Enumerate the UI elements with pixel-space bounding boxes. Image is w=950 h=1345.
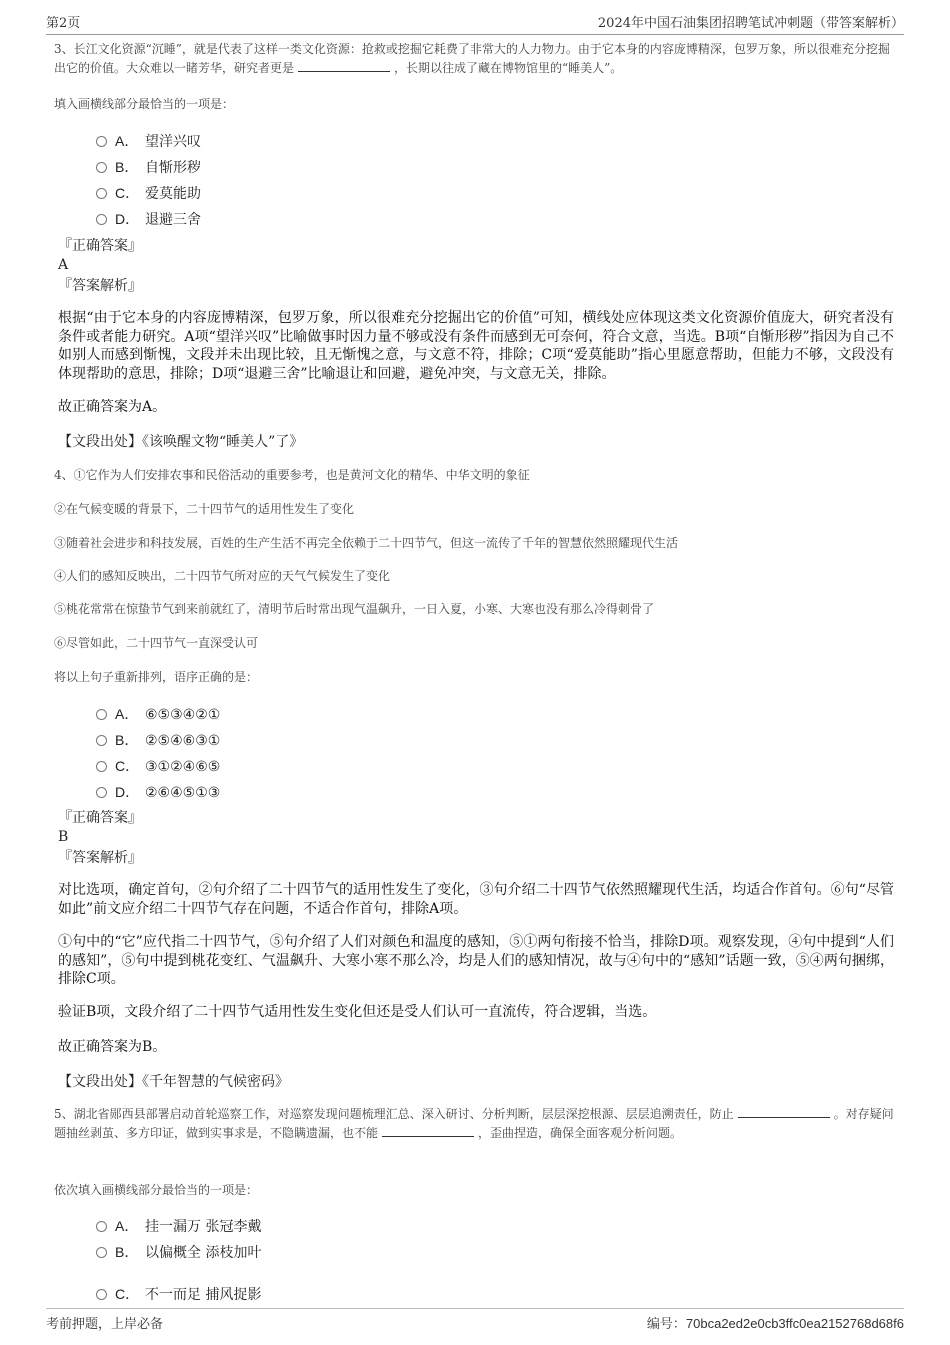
radio-icon[interactable]	[96, 735, 107, 746]
document-title: 2024年中国石油集团招聘笔试冲刺题（带答案解析）	[597, 16, 904, 31]
question-4-sentence: ⑤桃花常常在惊蛰节气到来前就红了，清明节后时常出现气温飙升，一日入夏，小寒、大寒也没有那么冷得刺骨了	[54, 602, 655, 616]
question-4-sentence: ②在气候变暖的背景下，二十四节气的适用性发生了变化	[54, 502, 355, 516]
radio-icon[interactable]	[96, 162, 107, 173]
option-c[interactable]: C． 不一而足 捕风捉影	[96, 1284, 261, 1304]
question-4-sentence: ⑥尽管如此，二十四节气一直深受认可	[54, 636, 259, 650]
option-c[interactable]: C． 爱莫能助	[96, 183, 201, 203]
question-5-stem: 5、湖北省郧西县部署启动首轮巡察工作，对巡察发现问题梳理汇总、深入研讨、分析判断，层层深挖根源、层层追溯责任，防止 。对存疑问题抽丝剥茧、多方印证，做到实事求是，不隐瞒遗漏，也不能 ，歪曲捏造，确保全面客观分析问题。	[54, 1107, 894, 1140]
radio-icon[interactable]	[96, 709, 107, 720]
option-c[interactable]: C． ③①②④⑥⑤	[96, 756, 220, 776]
header-divider	[46, 34, 904, 35]
document-id: 编号：70bca2ed2e0cb3ffc0ea2152768d68f6	[646, 1316, 904, 1332]
analysis-paragraph: 对比选项，确定首句，②句介绍了二十四节气的适用性发生了变化，③句介绍二十四节气依然照耀现代生活，均适合作首句。⑥句“尽管如此”前文应介绍二十四节气存在问题，不适合作首句，排除A项。	[58, 882, 894, 917]
question-3-prompt: 填入画横线部分最恰当的一项是：	[54, 97, 235, 111]
correct-answer: A	[58, 257, 69, 273]
answer-blank	[738, 1105, 830, 1118]
analysis-paragraph: 验证B项，文段介绍了二十四节气适用性发生变化但还是受人们认可一直流传，符合逻辑，当选。	[58, 1004, 657, 1020]
radio-icon[interactable]	[96, 1289, 107, 1300]
question-4-sentence: 4、①它作为人们安排农事和民俗活动的重要参考，也是黄河文化的精华、中华文明的象征	[54, 468, 530, 482]
question-4-sentence: ④人们的感知反映出，二十四节气所对应的天气气候发生了变化	[54, 569, 391, 583]
question-3-stem: 3、长江文化资源“沉睡”，就是代表了这样一类文化资源：抢救或挖掘它耗费了非常大的人力物力。由于它本身的内容庞博精深，包罗万象，所以很难充分挖掘出它的价值。大众难以一睹芳华，研究者更是 ，长期以往成了藏在博物馆里的“睡美人”。	[54, 42, 890, 75]
answer-blank	[382, 1124, 474, 1137]
option-b[interactable]: B． 自惭形秽	[96, 157, 201, 177]
page-footer	[46, 1313, 904, 1333]
correct-answer: B	[58, 829, 69, 845]
option-d[interactable]: D． ②⑥④⑤①③	[96, 782, 220, 802]
footer-slogan: 考前押题，上岸必备	[46, 1317, 164, 1332]
option-a[interactable]: A． 挂一漏万 张冠李戴	[96, 1216, 261, 1236]
correct-answer-label: 『正确答案』	[58, 810, 142, 826]
analysis-paragraph: ①句中的“它”应代指二十四节气，⑤句介绍了人们对颜色和温度的感知，⑤①两句衔接不恰当，排除D项。观察发现，④句中提到“人们的感知”，⑤句中提到桃花变红、气温飙升、大寒小寒不那么冷，均是人们的感知情况，故与④句中的“感知”话题一致，⑤④两句捆绑，排除C项。	[58, 934, 894, 987]
question-4-prompt: 将以上句子重新排列，语序正确的是：	[54, 670, 259, 684]
option-a[interactable]: A． 望洋兴叹	[96, 131, 201, 151]
page-header	[46, 12, 904, 34]
radio-icon[interactable]	[96, 761, 107, 772]
correct-answer-label: 『正确答案』	[58, 238, 142, 254]
option-d[interactable]: D． 退避三舍	[96, 209, 201, 229]
analysis-conclusion: 故正确答案为B。	[58, 1039, 167, 1055]
question-4-sentence: ③随着社会进步和科技发展，百姓的生产生活不再完全依赖于二十四节气，但这一流传了千年的智慧依然照耀现代生活	[54, 536, 679, 550]
radio-icon[interactable]	[96, 188, 107, 199]
footer-divider	[46, 1308, 904, 1309]
option-b[interactable]: B． ②⑤④⑥③①	[96, 730, 220, 750]
radio-icon[interactable]	[96, 787, 107, 798]
analysis-label: 『答案解析』	[58, 278, 142, 294]
radio-icon[interactable]	[96, 1221, 107, 1232]
question-5-prompt: 依次填入画横线部分最恰当的一项是：	[54, 1183, 259, 1197]
radio-icon[interactable]	[96, 214, 107, 225]
passage-source: 【文段出处】《千年智慧的气候密码》	[58, 1074, 289, 1090]
page-number: 第2页	[46, 16, 81, 31]
analysis-paragraph: 根据“由于它本身的内容庞博精深，包罗万象，所以很难充分挖掘出它的价值”可知，横线处应体现这类文化资源价值庞大，研究者没有条件或者能力研究。A项“望洋兴叹”比喻做事时因力量不够或没有条件而感到无可奈何，符合文意，当选。B项“自惭形秽”指因为自己不如别人而感到惭愧，文段并未出现比较，且无惭愧之意，与文意不符，排除；C项“爱莫能助”指心里愿意帮助，但能力不够，文段没有体现帮助的意思，排除；D项“退避三舍”比喻退让和回避，避免冲突，与文意无关，排除。	[58, 310, 894, 382]
option-b[interactable]: B． 以偏概全 添枝加叶	[96, 1242, 261, 1262]
analysis-conclusion: 故正确答案为A。	[58, 399, 167, 415]
option-a[interactable]: A． ⑥⑤③④②①	[96, 704, 220, 724]
analysis-label: 『答案解析』	[58, 850, 142, 866]
radio-icon[interactable]	[96, 136, 107, 147]
answer-blank	[298, 59, 390, 72]
radio-icon[interactable]	[96, 1247, 107, 1258]
passage-source: 【文段出处】《该唤醒文物“睡美人”了》	[58, 434, 304, 450]
